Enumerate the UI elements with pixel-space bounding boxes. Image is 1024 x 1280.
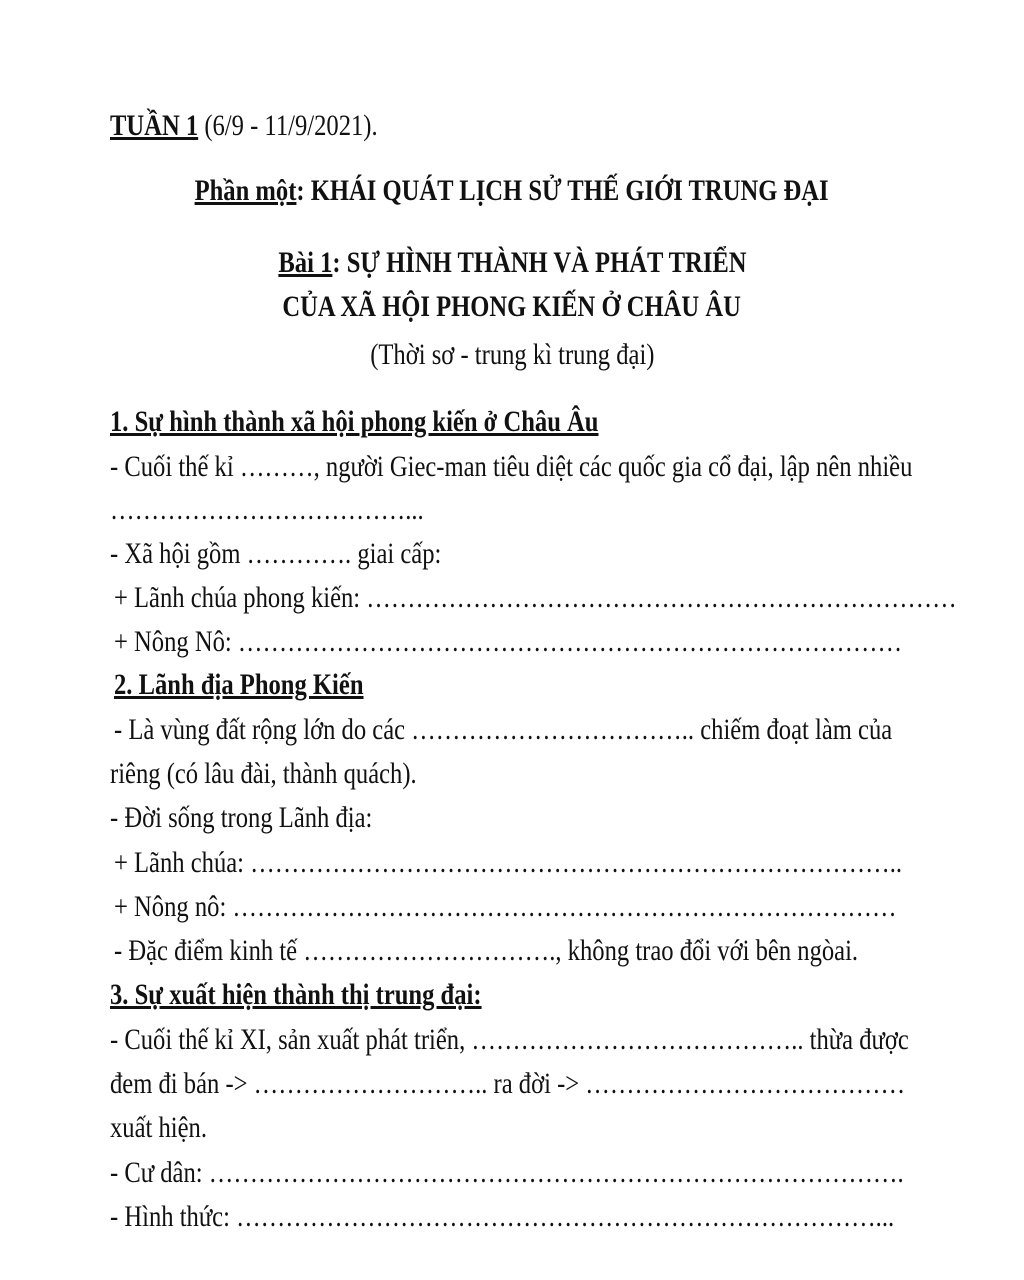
lesson-title-line1 <box>0 245 1024 281</box>
section-2-heading: 2. Lãnh địa Phong Kiến <box>114 668 364 701</box>
part-title <box>0 173 1024 209</box>
lesson-subtitle <box>0 337 1024 373</box>
lesson-title-line2-text: CỦA XÃ HỘI PHONG KIẾN Ở CHÂU ÂU <box>282 290 742 323</box>
section-3-line: đem đi bán -> ……………………….. ra đời -> ………………………………… <box>110 1067 906 1100</box>
week-dates: (6/9 - 11/9/2021). <box>198 109 378 142</box>
section-1-line: - Xã hội gồm …………. giai cấp: <box>110 537 442 570</box>
section-1-line: ………………………………... <box>110 493 424 526</box>
section-2-line: + Lãnh chúa: …………………………………………………………………….. <box>114 846 903 879</box>
section-2-line: - Đặc điểm kinh tế …………………………., không trao đổi với bên ngòai. <box>114 934 859 967</box>
lesson-title-line2 <box>0 289 1024 325</box>
section-3-line: - Cuối thế kỉ XI, sản xuất phát triển, ………………………………….. thừa được <box>110 1023 909 1056</box>
lesson-subtitle-text: (Thời sơ - trung kì trung đại) <box>369 338 655 371</box>
section-2-line: + Nông nô: ……………………………………………………………………… <box>114 890 897 923</box>
week-label: TUẦN 1 <box>110 109 199 142</box>
lesson-label: Bài 1 <box>277 246 332 279</box>
part-label: Phần một <box>194 174 297 207</box>
section-3-heading: 3. Sự xuất hiện thành thị trung đại: <box>110 978 482 1011</box>
section-3-line: - Hình thức: ……………………………………………………………………... <box>110 1200 895 1233</box>
part-title-text: : KHÁI QUÁT LỊCH SỬ THẾ GIỚI TRUNG ĐẠI <box>296 174 830 207</box>
section-2-line: - Đời sống trong Lãnh địa: <box>110 801 373 834</box>
lesson-title-text: : SỰ HÌNH THÀNH VÀ PHÁT TRIỂN <box>331 246 747 279</box>
week-header <box>110 108 378 144</box>
section-2-line: - Là vùng đất rộng lớn do các …………………………….. chiếm đoạt làm của <box>114 713 893 746</box>
section-1-heading: 1. Sự hình thành xã hội phong kiến ở Châu Âu <box>110 405 599 438</box>
section-1-line: - Cuối thế kỉ ………, người Giec-man tiêu diệt các quốc gia cổ đại, lập nên nhiều <box>110 450 913 483</box>
section-1-line: + Lãnh chúa phong kiến: ……………………………………………………………… <box>114 581 957 614</box>
section-2-line: riêng (có lâu đài, thành quách). <box>110 757 417 790</box>
section-1-line: + Nông Nô: ……………………………………………………………………… <box>114 625 903 658</box>
section-3-line: xuất hiện. <box>110 1111 208 1144</box>
section-3-line: - Cư dân: …………………………………………………………………………. <box>110 1156 904 1189</box>
